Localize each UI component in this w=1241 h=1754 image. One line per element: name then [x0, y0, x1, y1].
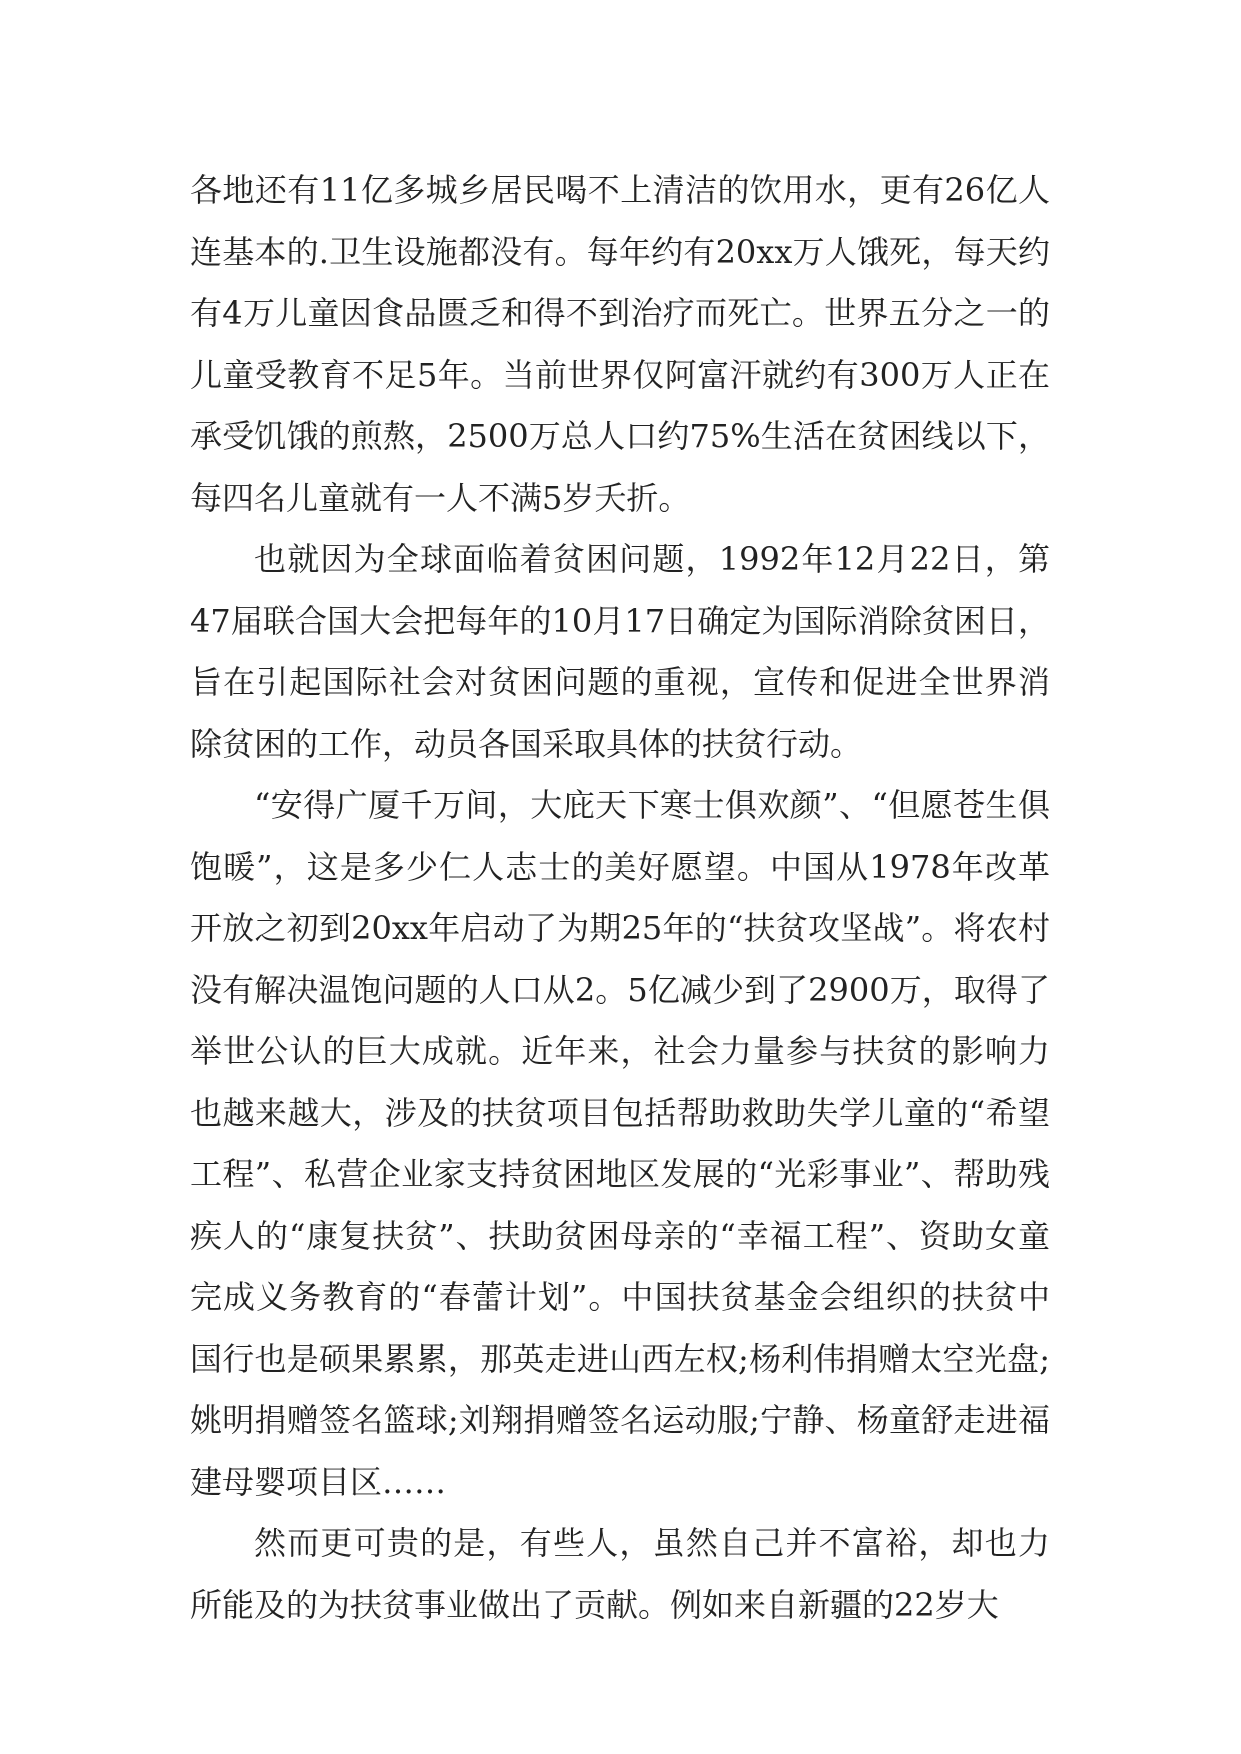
paragraph-4: 然而更可贵的是，有些人，虽然自己并不富裕，却也力所能及的为扶贫事业做出了贡献。例如来自新疆的22岁大	[190, 1524, 1050, 1624]
paragraph-3: “安得广厦千万间，大庇天下寒士俱欢颜”、“但愿苍生俱饱暖”，这是多少仁人志士的美好愿望。中国从1978年改革开放之初到20xx年启动了为期25年的“扶贫攻坚战”。将农村没有解决温饱问题的人口从2。5亿减少到了2900万，取得了举世公认的巨大成就。近年来，社会力量参与扶贫的影响力也越来越大，涉及的扶贫项目包括帮助救助失学儿童的“希望工程”、私营企业家支持贫困地区发展的“光彩事业”、帮助残疾人的“康复扶贫”、扶助贫困母亲的“幸福工程”、资助女童完成义务教育的“春蕾计划”。中国扶贫基金会组织的扶贫中国行也是硕果累累，那英走进山西左权;杨利伟捐赠太空光盘;姚明捐赠签名篮球;刘翔捐赠签名运动服;宁静、杨童舒走进福建母婴项目区……	[190, 786, 1050, 1501]
body-text	[190, 160, 1050, 1636]
paragraph-2: 也就因为全球面临着贫困问题，1992年12月22日，第47届联合国大会把每年的10月17日确定为国际消除贫困日，旨在引起国际社会对贫困问题的重视，宣传和促进全世界消除贫困的工作，动员各国采取具体的扶贫行动。	[190, 540, 1050, 763]
paragraph-1: 各地还有11亿多城乡居民喝不上清洁的饮用水，更有26亿人连基本的.卫生设施都没有。每年约有20xx万人饿死，每天约有4万儿童因食品匮乏和得不到治疗而死亡。世界五分之一的儿童受教育不足5年。当前世界仅阿富汗就约有300万人正在承受饥饿的煎熬，2500万总人口约75%生活在贫困线以下，每四名儿童就有一人不满5岁夭折。	[190, 171, 1050, 517]
